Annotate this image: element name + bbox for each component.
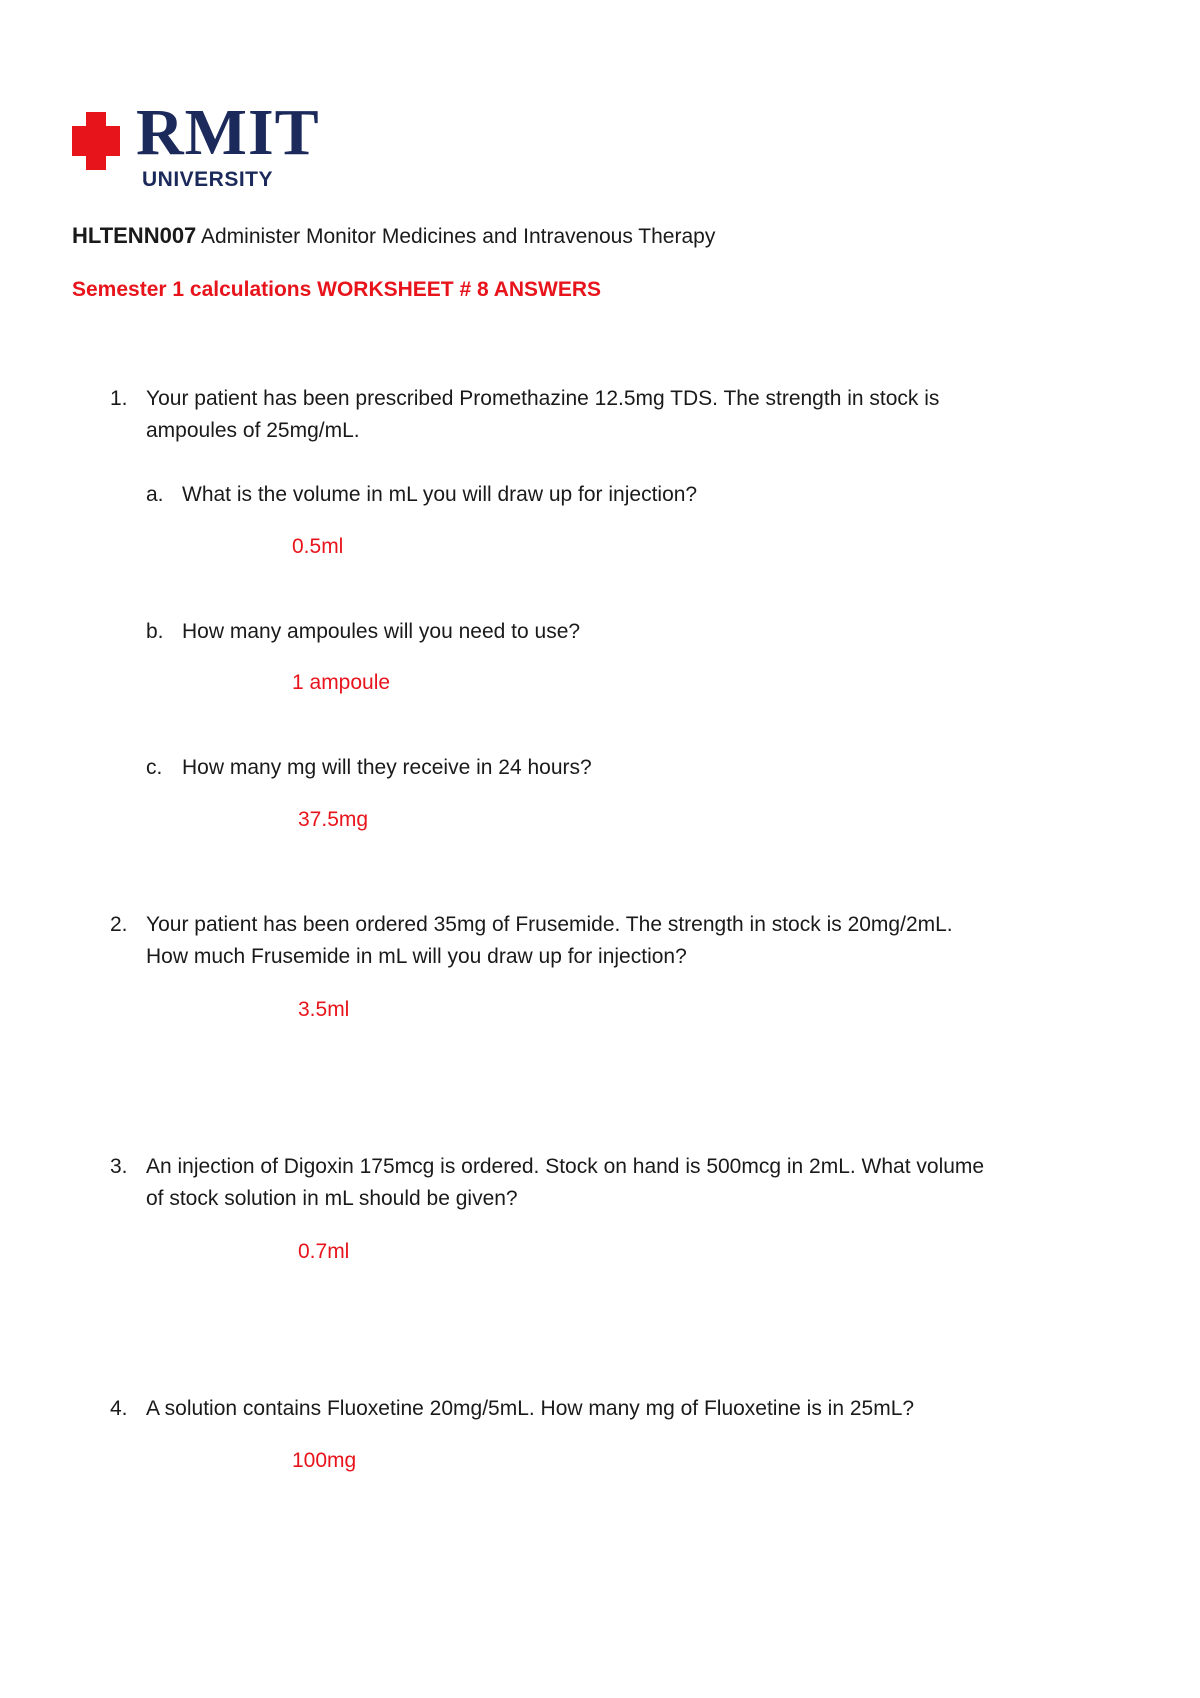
part-text: How many ampoules will you need to use? — [182, 620, 581, 643]
question-number: 2. — [110, 913, 128, 936]
question-text-line: A solution contains Fluoxetine 20mg/5mL. How many mg of Fluoxetine is in 25mL? — [146, 1397, 915, 1420]
logo-subtext: UNIVERSITY — [142, 168, 274, 191]
answer: 0.5ml — [292, 535, 344, 558]
question-text-line: An injection of Digoxin 175mcg is ordered. Stock on hand is 500mcg in 2mL. What volume — [146, 1155, 985, 1178]
rmit-logo — [72, 96, 322, 198]
part-text: How many mg will they receive in 24 hours? — [182, 756, 592, 779]
worksheet-title: Semester 1 calculations WORKSHEET # 8 ANSWERS — [72, 278, 602, 301]
question-text-line: of stock solution in mL should be given? — [146, 1187, 518, 1210]
logo-wordmark: RMIT — [136, 96, 320, 169]
answer: 37.5mg — [298, 808, 369, 831]
question-number: 3. — [110, 1155, 128, 1178]
part-label: b. — [146, 620, 164, 643]
answer: 100mg — [292, 1449, 357, 1472]
question-text-line: Your patient has been prescribed Promethazine 12.5mg TDS. The strength in stock is — [146, 387, 940, 410]
course-code: HLTENN007 — [72, 223, 197, 248]
rmit-pixel-icon — [72, 112, 120, 170]
question-number: 4. — [110, 1397, 128, 1420]
question-text-line: How much Frusemide in mL will you draw up for injection? — [146, 945, 687, 968]
course-heading — [72, 223, 715, 249]
part-text: What is the volume in mL you will draw up for injection? — [182, 483, 698, 506]
answer: 1 ampoule — [292, 671, 391, 694]
course-name: Administer Monitor Medicines and Intravenous Therapy — [196, 225, 716, 248]
part-label: c. — [146, 756, 163, 779]
question-number: 1. — [110, 387, 128, 410]
answer: 3.5ml — [298, 998, 350, 1021]
answer: 0.7ml — [298, 1240, 350, 1263]
question-text-line: Your patient has been ordered 35mg of Frusemide. The strength in stock is 20mg/2mL. — [146, 913, 953, 936]
part-label: a. — [146, 483, 164, 506]
question-text-line: ampoules of 25mg/mL. — [146, 419, 360, 442]
